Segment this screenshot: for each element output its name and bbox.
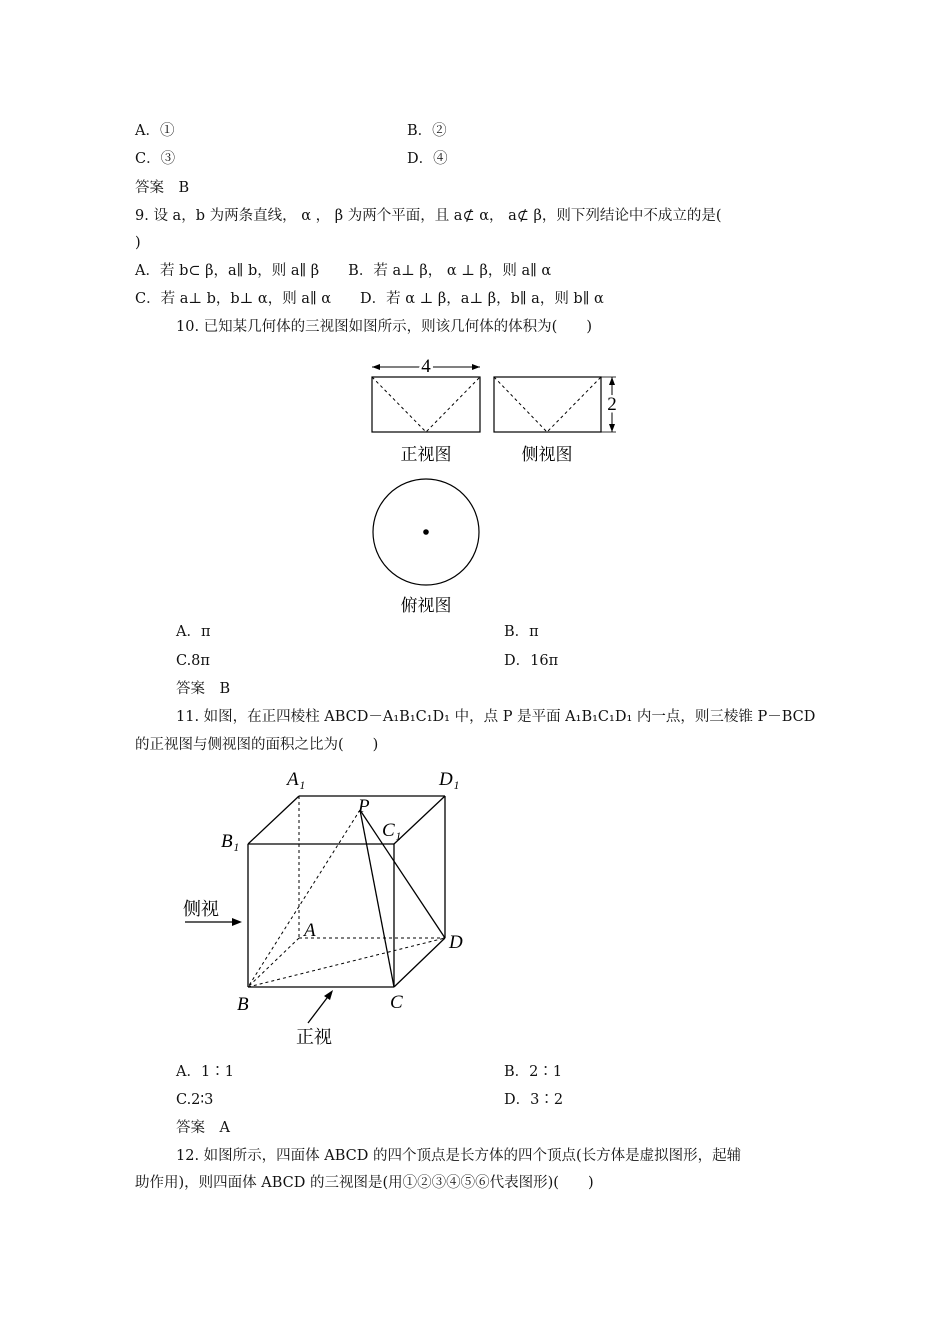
q10-answer: 答案 B (176, 681, 231, 697)
vertex-b-label: B (237, 994, 249, 1015)
side-view-arrow-icon (232, 918, 242, 926)
q8-option-b: B．② (407, 123, 447, 139)
vertex-b1-label: B₁ (221, 831, 240, 852)
q10-option-a: A．π (176, 624, 211, 640)
q10-option-b: B．π (504, 624, 539, 640)
top-view-caption: 俯视图 (400, 596, 452, 615)
q11-stem-cont: 的正视图与侧视图的面积之比为( ) (135, 737, 379, 753)
front-view-rect (372, 377, 480, 432)
q11-option-a: A．1∶1 (176, 1064, 234, 1080)
top-view-center-dot (423, 529, 429, 535)
side-view-hidden-edges (494, 377, 601, 432)
arrowhead-icon (609, 424, 615, 432)
vertex-a-label: A (304, 920, 316, 941)
front-view-arrow-icon (324, 990, 333, 1000)
q11-stem: 11. 如图，在正四棱柱 ABCD－A₁B₁C₁D₁ 中，点 P 是平面 A₁B₁C₁D₁ 内一点，则三棱锥 P－BCD (176, 709, 816, 725)
vertex-c-label: C (390, 992, 403, 1013)
vertex-d-label: D (449, 932, 463, 953)
side-view-rect (494, 377, 601, 432)
arrowhead-icon (372, 364, 380, 370)
front-view-label: 正视 (296, 1027, 332, 1047)
side-view-caption: 侧视图 (521, 445, 573, 464)
arrowhead-icon (609, 377, 615, 385)
q10-option-d: D．16π (504, 653, 559, 669)
q11-prism-figure (180, 760, 480, 1055)
q8-option-c: C．③ (135, 151, 176, 167)
q9-stem: 9. 设 a，b 为两条直线， α ， β 为两个平面，且 a⊄ α， a⊄ β，则下列结论中不成立的是( (135, 208, 722, 224)
vertex-c1-label: C₁ (382, 820, 402, 841)
vertex-a1-label: A₁ (287, 769, 306, 790)
q9-stem-close: ) (135, 235, 141, 251)
q9-options-cd: C．若 a⊥ b，b⊥ α，则 a∥ α D．若 α ⊥ β，a⊥ β，b∥ a，则 b∥ α (135, 291, 604, 307)
width-label: 4 (421, 356, 431, 377)
q9-options-ab: A．若 b⊂ β，a∥ b，则 a∥ β B．若 a⊥ β， α ⊥ β，则 a∥ α (135, 263, 552, 279)
q11-option-b: B．2∶1 (504, 1064, 563, 1080)
height-label: 2 (607, 394, 617, 415)
q11-option-d: D．3∶2 (504, 1092, 564, 1108)
q10-three-view-figure (360, 355, 620, 620)
q12-stem: 12. 如图所示，四面体 ABCD 的四个顶点是长方体的四个顶点(长方体是虚拟图形，起辅 (176, 1148, 742, 1164)
side-view-label: 侧视 (183, 899, 219, 919)
q11-option-c: C.2∶3 (176, 1092, 214, 1108)
arrowhead-icon (472, 364, 480, 370)
front-view-hidden-edges (372, 377, 480, 432)
q8-answer: 答案 B (135, 180, 190, 196)
q8-option-d: D．④ (407, 151, 448, 167)
q10-stem: 10. 已知某几何体的三视图如图所示，则该几何体的体积为( ) (176, 319, 592, 335)
vertex-d1-label: D₁ (439, 769, 460, 790)
front-view-caption: 正视图 (400, 445, 452, 464)
vertex-p-label: P (358, 796, 370, 817)
q12-stem-cont: 助作用)，则四面体 ABCD 的三视图是(用①②③④⑤⑥代表图形)( ) (135, 1175, 594, 1191)
q11-answer: 答案 A (176, 1120, 230, 1136)
q8-option-a: A．① (135, 123, 175, 139)
q10-option-c: C.8π (176, 653, 210, 669)
